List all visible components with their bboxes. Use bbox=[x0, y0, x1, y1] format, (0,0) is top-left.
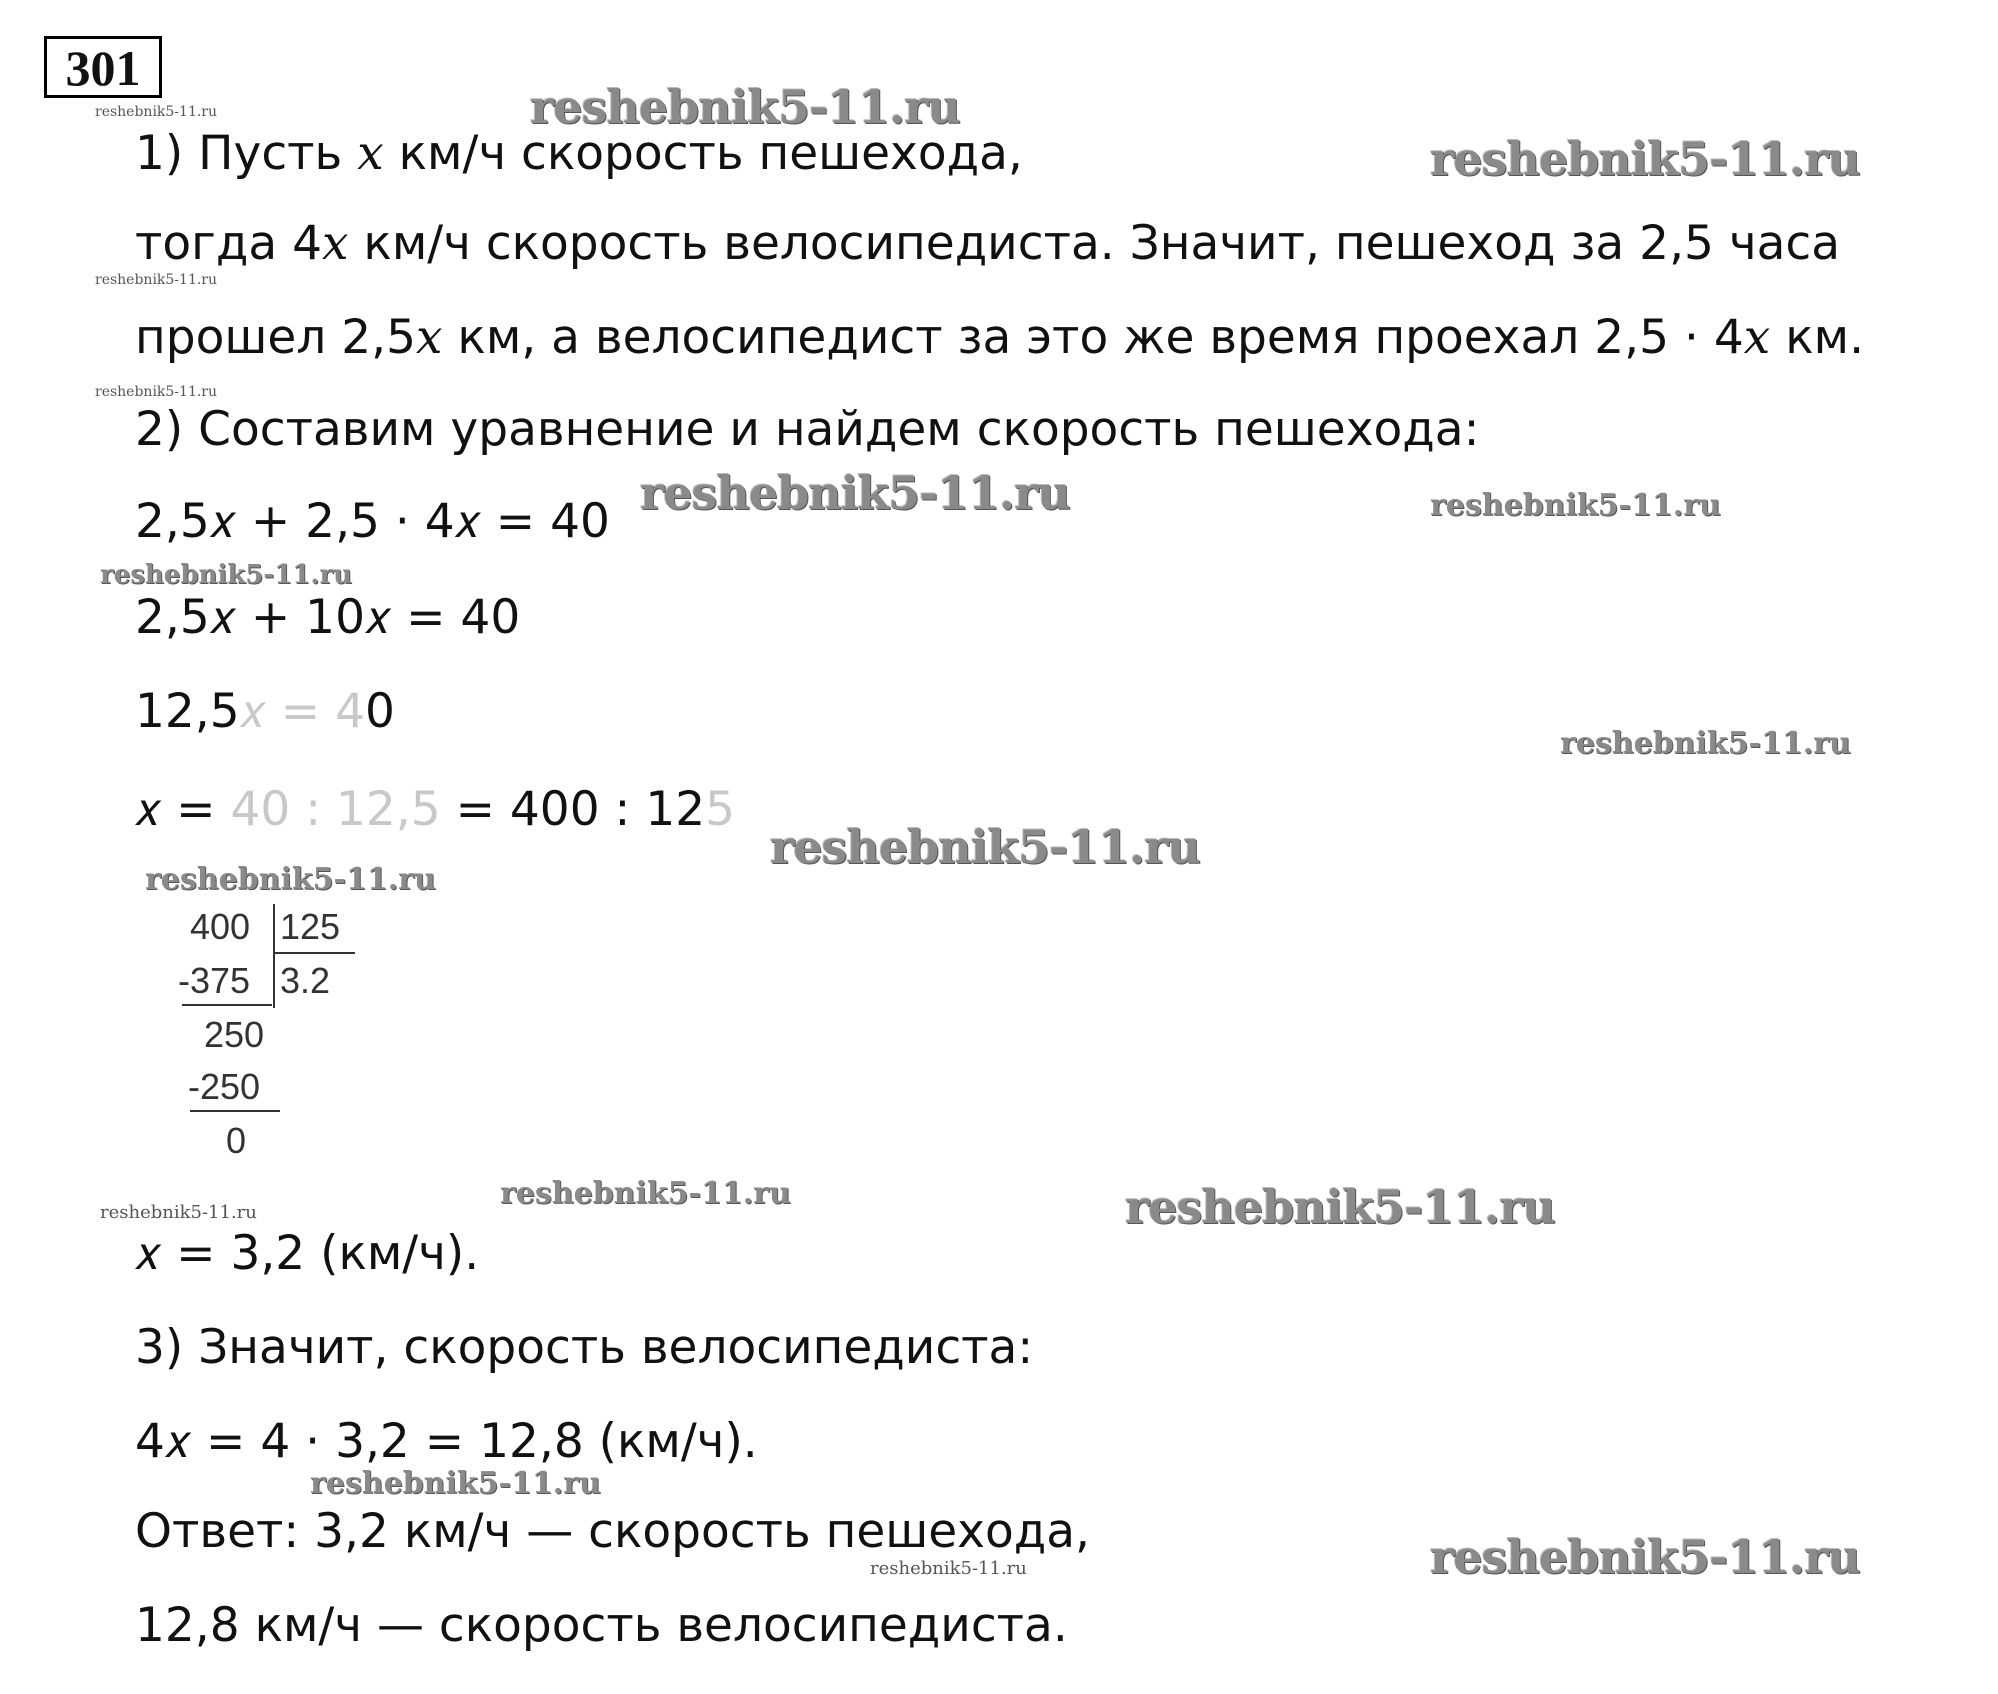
remainder-1: 250 bbox=[204, 1014, 265, 1055]
solution-step-3: 3) Значит, скорость велосипедиста: bbox=[135, 1320, 1034, 1375]
watermark: reshebnik5-11.ru bbox=[95, 272, 218, 288]
text-fragment: км, а велосипедист за это же время проехал 2,5 · 4 bbox=[442, 310, 1744, 365]
division-horizontal-line bbox=[275, 952, 355, 954]
text-fragment: 0 bbox=[365, 684, 395, 739]
watermark: reshebnik5-11.ru bbox=[1560, 726, 1851, 761]
watermark: reshebnik5-11.ru bbox=[500, 1176, 791, 1211]
equation-2: 2,5𝑥 + 10𝑥 = 40 bbox=[135, 590, 521, 645]
text-fragment: 12,5 bbox=[135, 684, 240, 739]
watermark: reshebnik5-11.ru bbox=[870, 1558, 1027, 1579]
watermark: reshebnik5-11.ru bbox=[145, 862, 436, 897]
watermark: reshebnik5-11.ru bbox=[310, 1466, 601, 1501]
watermark: reshebnik5-11.ru bbox=[640, 466, 1070, 520]
solution-step-1 bbox=[135, 124, 1023, 184]
watermark: reshebnik5-11.ru bbox=[100, 1202, 257, 1223]
faded-fragment: 𝑥 = 4 bbox=[239, 684, 365, 739]
text-fragment: прошел 2,5 bbox=[135, 310, 416, 365]
remainder-2: 0 bbox=[226, 1120, 247, 1161]
solution-line-3 bbox=[135, 308, 1864, 368]
faded-fragment: 5 bbox=[705, 782, 736, 837]
quotient: 3.2 bbox=[280, 960, 331, 1001]
variable-x: x bbox=[321, 216, 349, 271]
equation-5: 4𝑥 = 4 · 3,2 = 12,8 (км/ч). bbox=[135, 1414, 758, 1469]
underline-2 bbox=[190, 1110, 280, 1112]
equation-4 bbox=[135, 780, 735, 840]
dividend: 400 bbox=[190, 906, 251, 947]
watermark: reshebnik5-11.ru bbox=[530, 80, 960, 134]
text-fragment: 𝑥 = bbox=[135, 782, 231, 837]
problem-number: 301 bbox=[44, 36, 162, 98]
subtrahend-2: -250 bbox=[188, 1066, 261, 1107]
division-vertical-line bbox=[273, 904, 275, 1008]
text-fragment: км. bbox=[1770, 310, 1865, 365]
watermark: reshebnik5-11.ru bbox=[100, 560, 353, 590]
watermark: reshebnik5-11.ru bbox=[1125, 1180, 1555, 1234]
text-fragment: тогда 4 bbox=[135, 216, 322, 271]
text-fragment: 1) Пусть bbox=[135, 126, 358, 181]
subtrahend-1: -375 bbox=[178, 960, 251, 1001]
solution-step-2: 2) Составим уравнение и найдем скорость пешехода: bbox=[135, 402, 1480, 457]
result-pedestrian-speed: 𝑥 = 3,2 (км/ч). bbox=[135, 1226, 480, 1281]
variable-x: x bbox=[357, 126, 384, 181]
watermark: reshebnik5-11.ru bbox=[770, 820, 1200, 874]
equation-3 bbox=[135, 682, 395, 742]
watermark: reshebnik5-11.ru bbox=[1430, 488, 1721, 523]
variable-x: x bbox=[1743, 310, 1771, 365]
equation-1: 2,5𝑥 + 2,5 · 4𝑥 = 40 bbox=[135, 494, 610, 549]
text-fragment: 00 : 12 bbox=[539, 782, 706, 837]
watermark: reshebnik5-11.ru bbox=[95, 384, 218, 400]
watermark: reshebnik5-11.ru bbox=[95, 104, 218, 120]
answer-line-1: Ответ: 3,2 км/ч — скорость пешехода, bbox=[135, 1504, 1090, 1559]
watermark: reshebnik5-11.ru bbox=[1430, 1530, 1860, 1584]
text-fragment: = 4 bbox=[440, 782, 540, 837]
faded-fragment: 40 : 12,5 bbox=[230, 782, 441, 837]
long-division bbox=[170, 898, 390, 1168]
text-fragment: км/ч скорость пешехода, bbox=[383, 126, 1023, 181]
answer-line-2: 12,8 км/ч — скорость велосипедиста. bbox=[135, 1598, 1068, 1653]
underline-1 bbox=[182, 1004, 272, 1006]
text-fragment: км/ч скорость велосипедиста. Значит, пешеход за 2,5 часа bbox=[348, 216, 1841, 271]
watermark: reshebnik5-11.ru bbox=[1430, 132, 1860, 186]
divisor: 125 bbox=[280, 906, 341, 947]
solution-line-2 bbox=[135, 214, 1840, 274]
variable-x: x bbox=[415, 310, 443, 365]
